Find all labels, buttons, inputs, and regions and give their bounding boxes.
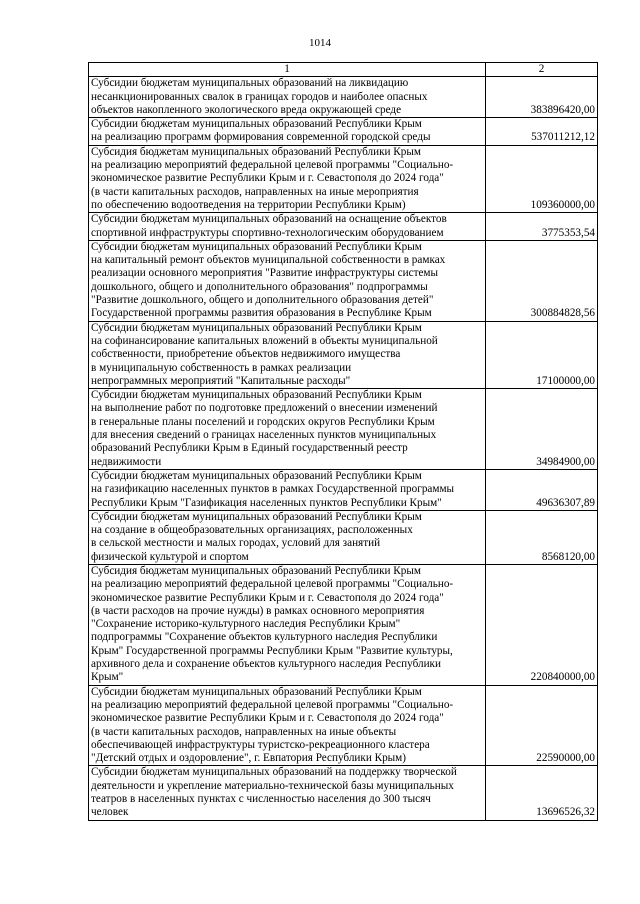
table-row [89,766,598,820]
subsidy-amount: 22590000,00 [486,685,598,766]
subsidy-amount: 13696526,32 [486,766,598,820]
subsidy-amount: 300884828,56 [486,240,598,321]
description-line: образований Республики Крым в Единый государственный реестр [91,442,408,455]
subsidy-description [89,389,486,470]
description-line: несанкционированных свалок в границах городов и наиболее опасных [91,90,428,103]
subsidy-description [89,766,486,820]
subsidy-amount: 109360000,00 [486,145,598,212]
description-line: на создание в общеобразовательных организациях, расположенных [91,524,413,537]
description-line: экономическое развитие Республики Крым и г. Севастополя до 2024 года" [91,712,444,725]
description-line: архивного дела и сохранение объектов культурного наследия Республики [91,658,441,671]
column-header-description: 1 [89,63,486,77]
table-row [89,213,598,241]
description-line: Субсидия бюджетам муниципальных образований Республики Крым [91,564,421,577]
table-row [89,321,598,388]
subsidy-amount: 34984900,00 [486,389,598,470]
description-line: дошкольного, общего и дополнительного образования" подпрограммы [91,280,428,293]
subsidy-amount: 220840000,00 [486,564,598,685]
description-line: на реализацию программ формирования современной городской среды [91,131,431,144]
description-line: экономическое развитие Республики Крым и г. Севастополя до 2024 года" [91,172,444,185]
subsidy-description [89,240,486,321]
description-line: в сельской местности и малых городах, условий для занятий [91,537,381,550]
subsidy-description [89,469,486,510]
description-line: на реализацию мероприятий федеральной целевой программы "Социально- [91,159,454,172]
description-line: на реализацию мероприятий федеральной целевой программы "Социально- [91,698,454,711]
description-line: Крым" [91,671,124,684]
subsidy-description [89,145,486,212]
subsidy-amount: 8568120,00 [486,510,598,564]
description-line: Государственной программы развития образования в Республике Крым [91,307,432,320]
subsidy-description [89,321,486,388]
description-line: в генеральные планы поселений и городских округов Республики Крым [91,415,435,428]
table-row [89,685,598,766]
description-line: на выполнение работ по подготовке предложений о внесении изменений [91,402,438,415]
description-line: реализации основного мероприятия "Развитие инфраструктуры системы [91,267,439,280]
description-line: Субсидии бюджетам муниципальных образований на оснащение объектов [91,213,447,226]
subsidy-amount: 17100000,00 [486,321,598,388]
description-line: недвижимости [91,455,162,468]
description-line: по обеспечению водоотведения на территории Республики Крым) [91,198,406,211]
table-row [89,564,598,685]
description-line: Субсидия бюджетам муниципальных образований Республики Крым [91,145,421,158]
subsidies-table [88,62,598,821]
description-line: на газификацию населенных пунктов в рамках Государственной программы [91,483,455,496]
description-line: непрограммных мероприятий "Капитальные расходы" [91,374,351,387]
description-line: объектов накопленного экологического вреда окружающей среде [91,103,402,116]
description-line: обеспечивающей инфраструктуры туристско-рекреационного кластера [91,738,430,751]
subsidy-description [89,118,486,146]
subsidy-description [89,213,486,241]
description-line: физической культурой и спортом [91,550,249,563]
subsidy-description [89,564,486,685]
subsidy-description [89,510,486,564]
column-header-amount: 2 [486,63,598,77]
description-line: подпрограммы "Сохранение объектов культурного наследия Республики [91,631,438,644]
description-line: (в части расходов на прочие нужды) в рамках основного мероприятия [91,604,425,617]
description-line: деятельности и укрепление материально-технической базы муниципальных [91,779,454,792]
table-row [89,389,598,470]
subsidy-description [89,685,486,766]
table-row [89,118,598,146]
description-line: человек [91,806,129,819]
description-line: "Развитие дошкольного, общего и дополнительного образования детей" [91,294,434,307]
description-line: в муниципальную собственность в рамках реализации [91,361,352,374]
description-line: Субсидии бюджетам муниципальных образований Республики Крым [91,469,422,482]
description-line: Субсидии бюджетам муниципальных образований на поддержку творческой [91,766,457,779]
description-line: Субсидии бюджетам муниципальных образований Республики Крым [91,389,422,402]
subsidy-amount: 537011212,12 [486,118,598,146]
subsidy-amount: 383896420,00 [486,77,598,118]
description-line: Субсидии бюджетам муниципальных образований на ликвидацию [91,77,409,90]
description-line: экономическое развитие Республики Крым и г. Севастополя до 2024 года" [91,591,444,604]
description-line: Субсидии бюджетам муниципальных образований Республики Крым [91,510,422,523]
description-line: Субсидии бюджетам муниципальных образований Республики Крым [91,321,422,334]
description-line: спортивной инфраструктуры спортивно-технологическим оборудованием [91,226,444,239]
description-line: (в части капитальных расходов, направленных на иные объекты [91,725,397,738]
table-row [89,77,598,118]
description-line: "Детский отдых и оздоровление", г. Евпатория Республики Крым) [91,752,406,765]
description-line: на капитальный ремонт объектов муниципальной собственности в рамках [91,254,446,267]
subsidy-description [89,77,486,118]
description-line: Субсидии бюджетам муниципальных образований Республики Крым [91,685,422,698]
description-line: Субсидии бюджетам муниципальных образований Республики Крым [91,240,422,253]
subsidy-amount: 49636307,89 [486,469,598,510]
table-row [89,240,598,321]
description-line: Республики Крым "Газификация населенных пунктов Республики Крым" [91,496,442,509]
description-line: Субсидии бюджетам муниципальных образований Республики Крым [91,118,422,131]
description-line: на софинансирование капитальных вложений в объекты муниципальной [91,334,438,347]
description-line: театров в населенных пунктах с численностью населения до 300 тысяч [91,793,431,806]
table-body [89,77,598,820]
description-line: для внесения сведений о границах населенных пунктов муниципальных [91,429,437,442]
table-row [89,510,598,564]
table-row [89,145,598,212]
subsidy-amount: 3775353,54 [486,213,598,241]
description-line: (в части капитальных расходов, направленных на иные мероприятия [91,185,419,198]
description-line: на реализацию мероприятий федеральной целевой программы "Социально- [91,578,454,591]
description-line: Крым" Государственной программы Республики Крым "Развитие культуры, [91,644,453,657]
table-header-row [89,63,598,77]
description-line: собственности, приобретение объектов недвижимого имущества [91,348,401,361]
description-line: "Сохранение историко-культурного наследия Республики Крым" [91,618,401,631]
table-row [89,469,598,510]
page-number: 1014 [309,37,331,49]
